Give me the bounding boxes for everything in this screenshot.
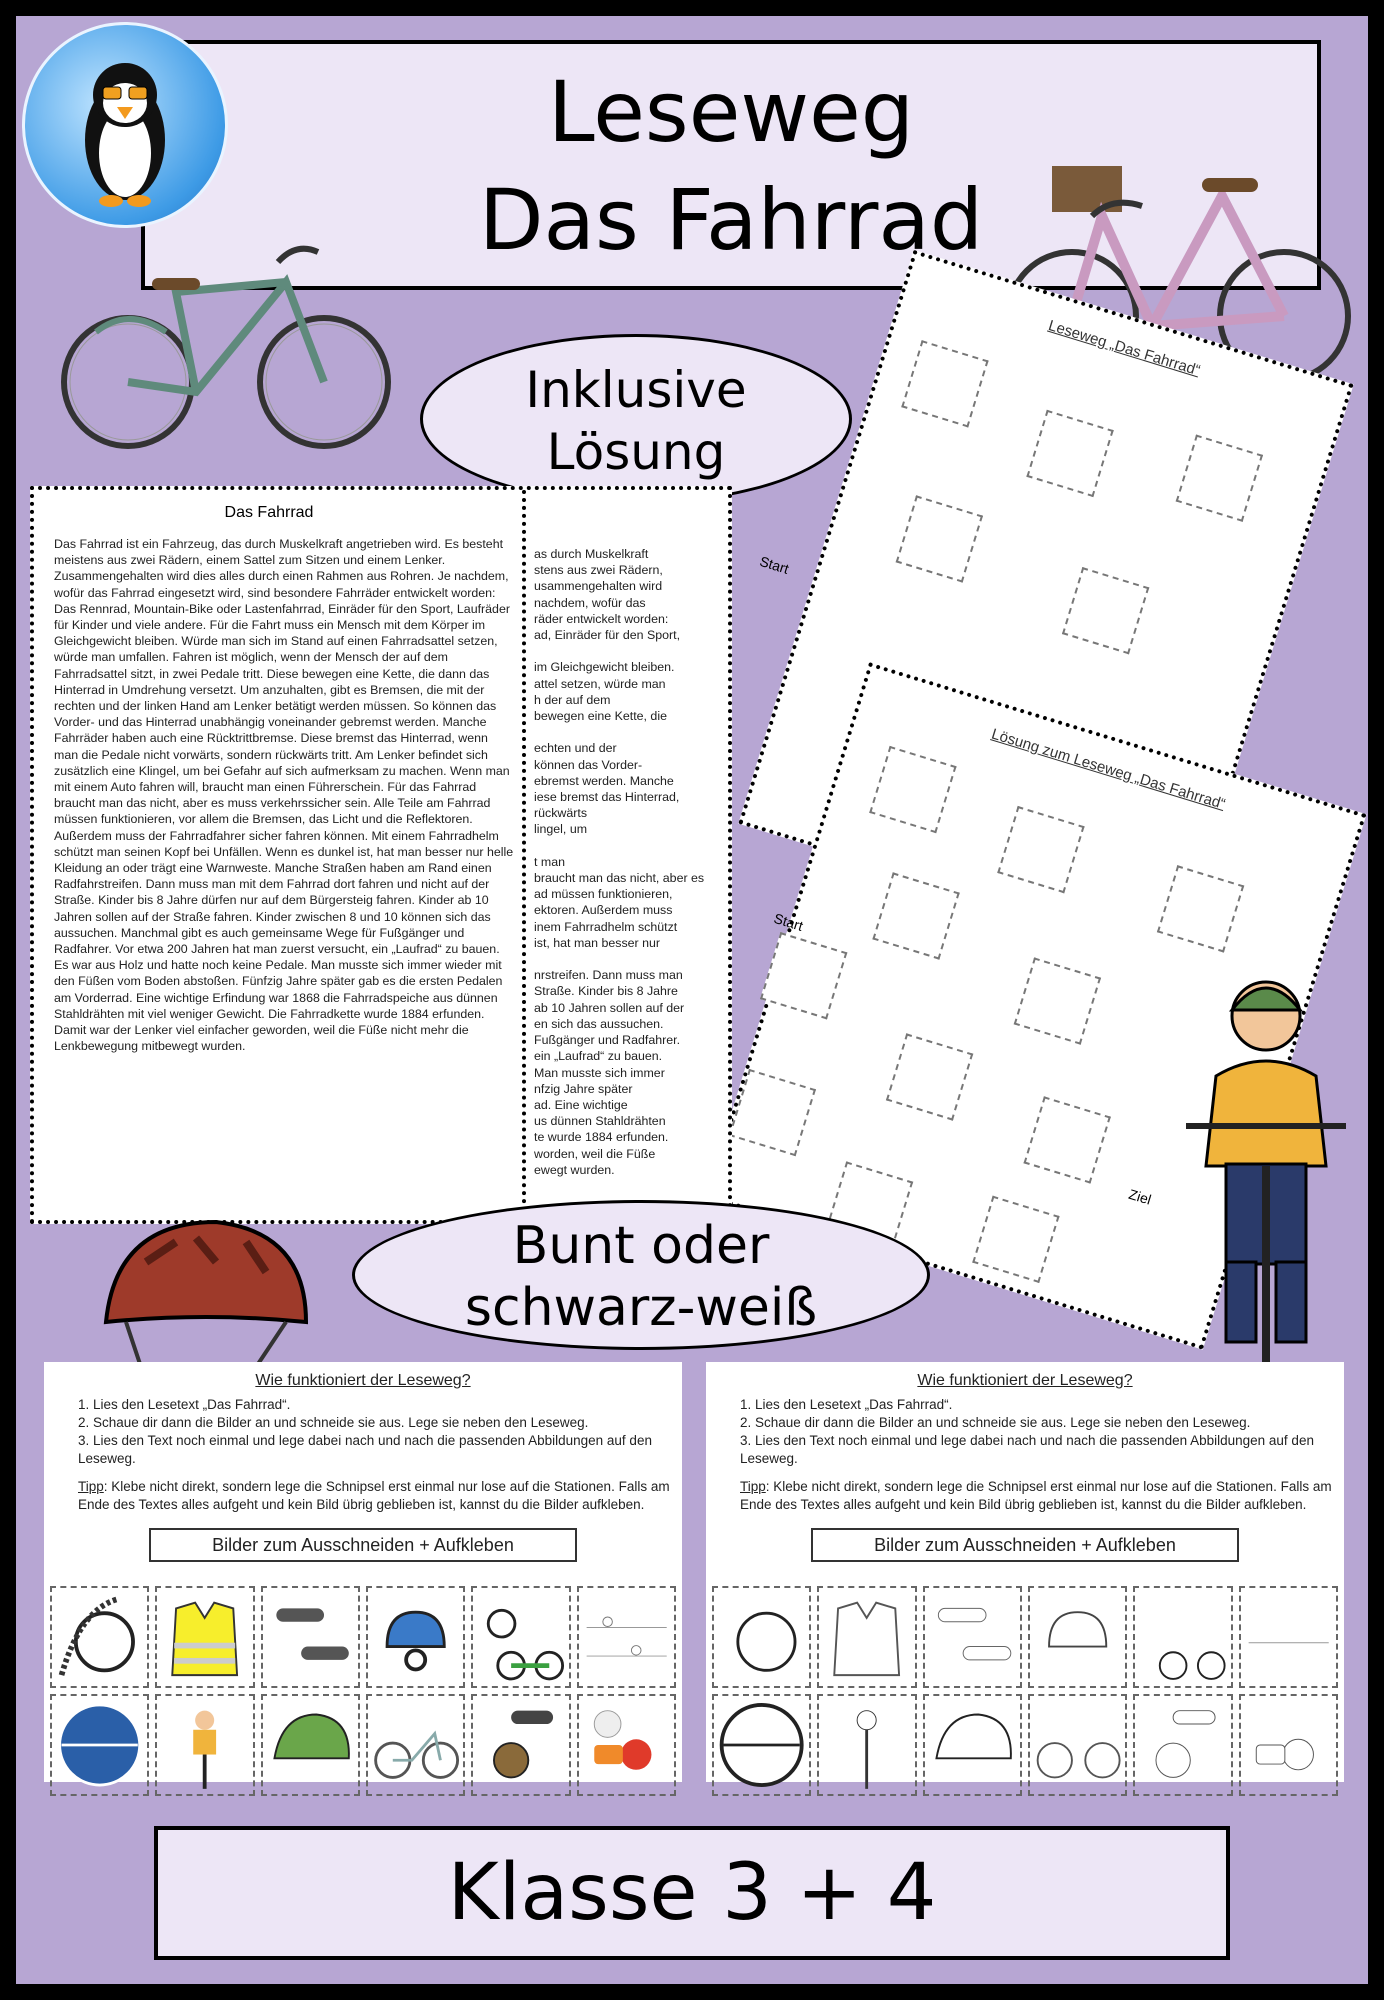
saddle-pedal-icon — [997, 806, 1084, 893]
bell-icon — [1028, 1586, 1127, 1688]
wheel-chain-icon — [50, 1586, 149, 1688]
helmet-icon — [261, 1694, 360, 1796]
picture-grid-bw — [712, 1586, 1338, 1796]
color-bubble: Bunt oder schwarz-weiß — [352, 1200, 930, 1350]
title-line-1: Leseweg — [547, 63, 915, 161]
instructions-heading: Wie funktioniert der Leseweg? — [255, 1372, 471, 1389]
cyclist-icon — [1166, 966, 1366, 1410]
instruction-step: 2. Schaue dir dann die Bilder an und schneide sie aus. Lege sie neben den Leseweg. — [78, 1415, 589, 1430]
cut-out-label: Bilder zum Ausschneiden + Aufkleben — [811, 1528, 1239, 1562]
wheel-chain-icon — [1157, 865, 1244, 952]
saddle-pedal-icon — [471, 1694, 570, 1796]
balance-bike-icon — [471, 1586, 570, 1688]
bell-icon — [366, 1586, 465, 1688]
instruction-step: 3. Lies den Text noch einmal und lege dabei nach und nach die passenden Abbildungen auf den Leseweg. — [740, 1433, 1314, 1466]
title-line-2: Das Fahrrad — [478, 171, 984, 269]
penguin-logo — [22, 22, 228, 228]
instruction-step: 1. Lies den Lesetext „Das Fahrrad“. — [740, 1397, 953, 1412]
tipp-text: Tipp: Klebe nicht direkt, sondern lege die Schnipsel erst einmal nur lose auf die Stationen. Falls am Ende des Textes alles aufgeht und kein Bild übrig geblieben ist, kannst du die Bilder aufkleben. — [740, 1479, 1332, 1512]
ziel-label: Ziel — [1126, 1185, 1154, 1208]
instruction-step: 3. Lies den Text noch einmal und lege dabei nach und nach die passenden Abbildungen auf den Leseweg. — [78, 1433, 652, 1466]
bell-icon — [1023, 1096, 1110, 1183]
cyclist-icon — [817, 1694, 916, 1796]
warning-vest-icon — [817, 1586, 916, 1688]
reflector-lights-icon — [1239, 1694, 1338, 1796]
bicycle-handlebar-icon — [261, 1586, 360, 1688]
saddle-pedal-icon — [1133, 1694, 1232, 1796]
solution-bubble: Inklusive Lösung — [420, 334, 852, 504]
cyclist-icon — [869, 746, 956, 833]
poster — [16, 16, 1368, 1984]
helmet-icon — [729, 1069, 816, 1156]
warning-vest-icon — [155, 1586, 254, 1688]
leseweg-sheet-title: Leseweg „Das Fahrrad“ — [1046, 317, 1203, 380]
bicycle-icon — [366, 1694, 465, 1796]
bicycle-icon — [760, 932, 847, 1019]
bicycle-handlebar-icon — [1014, 957, 1101, 1044]
instructions-color — [44, 1362, 682, 1782]
reflector-lights-icon — [886, 1033, 973, 1120]
balance-bike-icon — [872, 872, 959, 959]
balance-bike-icon — [1133, 1586, 1232, 1688]
start-label: Start — [757, 552, 791, 577]
tipp-text: Tipp: Klebe nicht direkt, sondern lege die Schnipsel erst einmal nur lose auf die Stationen. Falls am Ende des Textes alles aufgeht und kein Bild übrig geblieben ist, kannst du die Bilder aufkleben. — [78, 1479, 670, 1512]
picture-grid-color — [50, 1586, 676, 1796]
wheel-chain-icon — [712, 1586, 811, 1688]
penny-farthing-icon — [1239, 1586, 1338, 1688]
shared-path-sign-icon — [712, 1694, 811, 1796]
instructions-heading: Wie funktioniert der Leseweg? — [917, 1372, 1133, 1389]
helmet-icon — [923, 1694, 1022, 1796]
instruction-step: 1. Lies den Lesetext „Das Fahrrad“. — [78, 1397, 291, 1412]
bicycle-icon — [1028, 1694, 1127, 1796]
reading-text-body: Das Fahrrad ist ein Fahrzeug, das durch Muskelkraft angetrieben wird. Es besteht meistens aus zwei Rädern, einem Sattel zum Sitzen und einem Lenker. Zusammengehalten wird dies alles durch einen Rahmen aus Rohren. Je nachdem, wofür das Fahrrad eingesetzt wird, sind besondere Fahrräder entwickelt worden: Das Rennrad, Mountain-Bike oder Lastenfahrrad, Einräder für den Sport, Laufräder für Kinder und viele andere. Für die Fahrt muss ein Mensch mit dem Körper im Gleichgewicht bleiben. Würde man sich im Stand auf einen Fahrradsattel setzen, würde man umfallen. Fahren ist möglich, wenn der Mensch der auf dem Fahrradsattel sitzt, in zwei Pedale tritt. Diese bewegen eine Kette, die dann das Hinterrad in Umdrehung versetzt. Um anzuhalten, gibt es Bremsen, die mit der rechten und der linken Hand am Lenker betätigt werden müssen. So können das Vorder- und das Hinterrad unabhängig voneinander gebremst werden. Manche Fahrräder haben auch eine Rücktrittbremse. Diese bremst das Hinterrad, wenn man die Pedale nicht vorwärts, sondern rückwärts tritt. Am Lenker befindet sich zusätzlich eine Klingel, um bei Gefahr auf sich aufmerksam zu machen. Wenn man mit einem Auto fahren will, braucht man einen Führerschein. Für das Fahrrad braucht man das nicht, aber es muss verkehrssicher sein. Alle Teile am Fahrrad müssen funktionieren, vor allem die Bremsen, das Licht und die Reflektoren. Außerdem muss der Fahrradfahrer sicher fahren können. Mit einem Fahrradhelm schützt man seinen Kopf bei Unfällen. Wenn es dunkel ist, hat man besser nur helle Kleidung an oder trägt eine Warnweste. Manche Straßen haben am Rand einen Radfahrstreifen. Dann muss man mit dem Fahrrad dort fahren und nicht auf der Straße. Kinder bis 8 Jahre dürfen nur auf dem Bürgersteig fahren. Kinder ab 10 Jahren sollen auf der Straße fahren. Kinder zwischen 8 und 10 können sich das aussuchen. Manchmal gibt es auch gemeinsame Wege für Fußgänger und Radfahrer. Vor etwa 200 Jahren hat man zuerst versucht, ein „Laufrad“ zu bauen. Es war aus Holz und hatte noch keine Pedale. Man musste sich immer wieder mit den Füßen vom Boden abstoßen. Fünfzig Jahre später gab es die ersten Pedalen am Vorderrad. Eine wichtige Erfindung war 1868 die Fahrradspeiche aus dünnen Stahldrähten mit viel weniger Gewicht. Die Fahrradkette wurde 1884 erfunden. Damit war der Lenker viel einfacher geworden, weil die Füße nicht mehr die Lenkbewegung mitbewegt wurden. — [54, 537, 514, 1054]
reading-text-page — [30, 486, 732, 1224]
bicycle-icon — [56, 222, 396, 466]
instructions-bw — [706, 1362, 1344, 1782]
reading-text-body-right: as durch Muskelkraft stens aus zwei Rädern, usammengehalten wird nachdem, wofür das räder entwickelt worden: ad, Einräder für den Sport, im Gleichgewicht bleiben. attel setzen, würde man h der auf dem bewegen eine Kette, die echten und der können das Vorder- ebremst werden. Manche iese bremst das Hinterrad, rückwärts lingel, um t man braucht man das nicht, aber es ad müssen funktionieren, ektoren. Außerdem muss inem Fahrradhelm schützt ist, hat man besser nur nrstreifen. Dann muss man Straße. Kinder bis 8 Jahre ab 10 Jahren sollen auf der en sich das aussuchen. Fußgänger und Radfahrer. ein „Laufrad“ zu bauen. Man musste sich immer nfzig Jahre später ad. Eine wichtige us dünnen Stahldrähten te wurde 1884 erfunden. worden, weil die Füße ewegt wurden. — [534, 547, 705, 1177]
bicycle-handlebar-icon — [923, 1586, 1022, 1688]
reading-text-title: Das Fahrrad — [224, 504, 314, 521]
penny-farthing-icon — [577, 1586, 676, 1688]
start-label: Start — [772, 910, 806, 934]
cyclist-icon — [155, 1694, 254, 1796]
solution-sheet-title: Lösung zum Leseweg „Das Fahrrad“ — [989, 725, 1228, 814]
instruction-step: 2. Schaue dir dann die Bilder an und schneide sie aus. Lege sie neben den Leseweg. — [740, 1415, 1251, 1430]
cut-out-label: Bilder zum Ausschneiden + Aufkleben — [149, 1528, 577, 1562]
reflector-lights-icon — [577, 1694, 676, 1796]
grade-label: Klasse 3 + 4 — [154, 1826, 1230, 1960]
shared-path-sign-icon — [972, 1196, 1059, 1283]
shared-path-sign-icon — [50, 1694, 149, 1796]
